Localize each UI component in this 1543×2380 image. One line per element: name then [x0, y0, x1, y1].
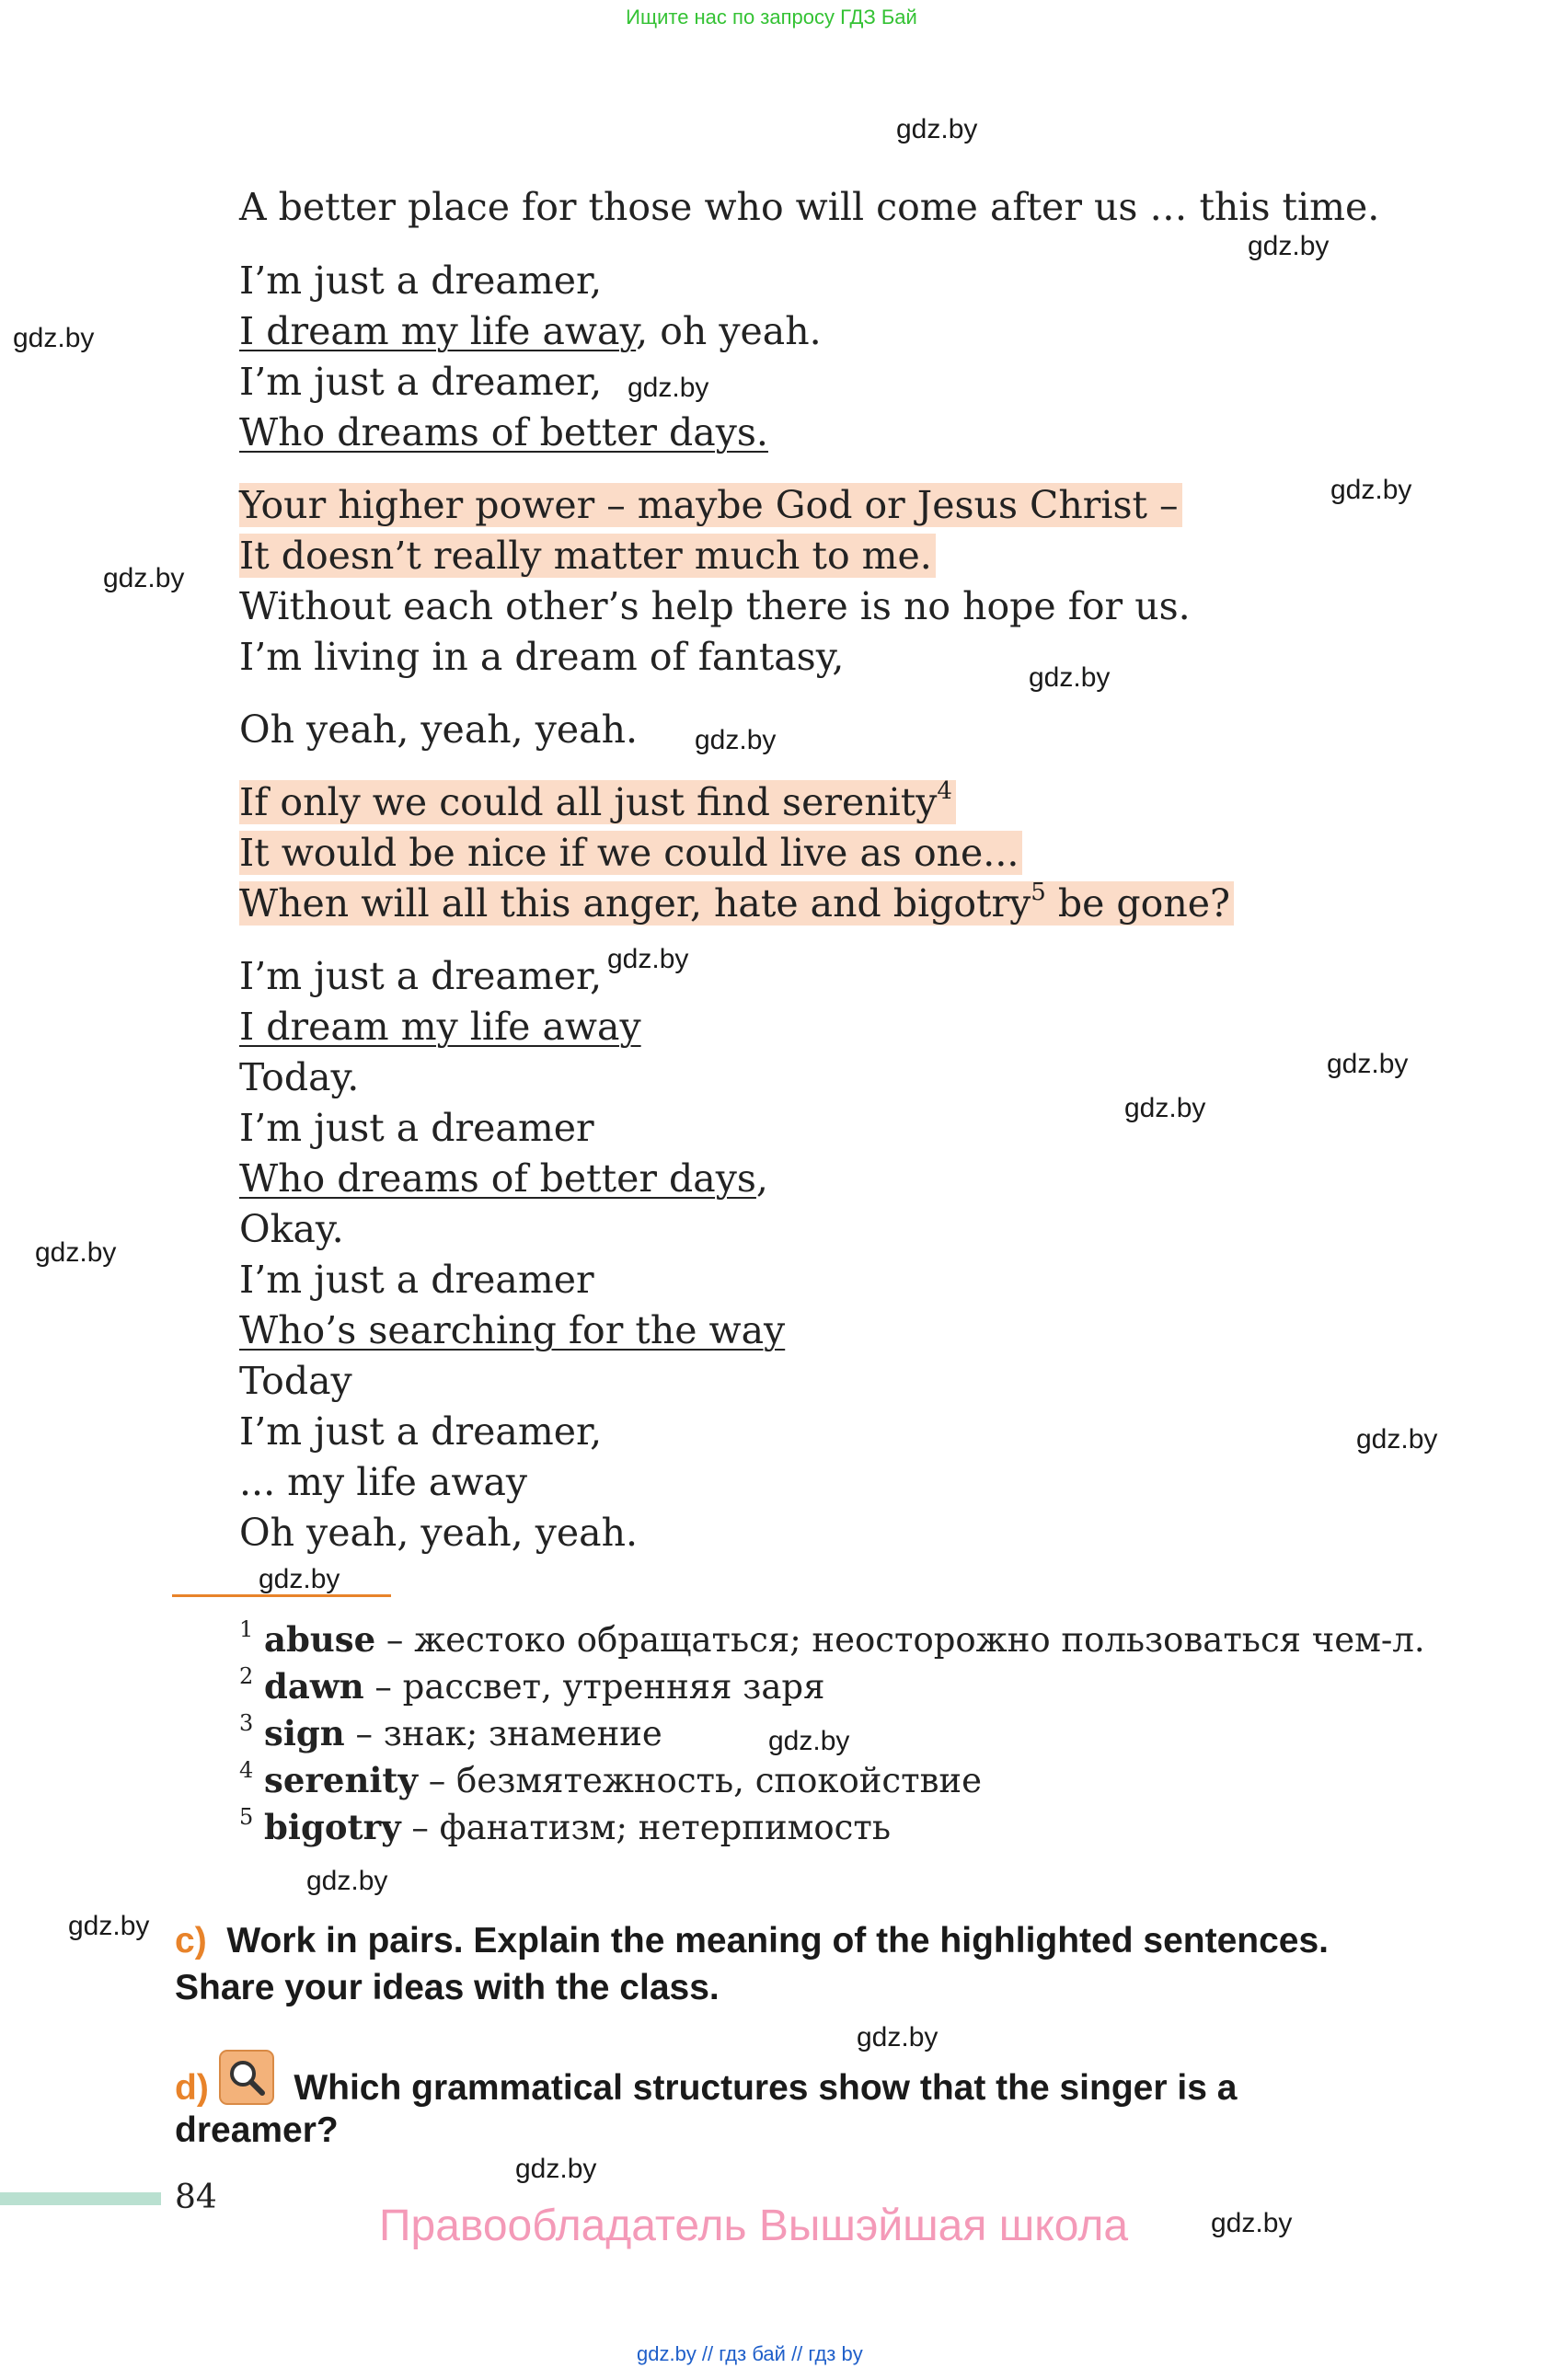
lyric-line: I’m just a dreamer, — [239, 954, 603, 998]
lyric-line: Okay. — [239, 1207, 344, 1251]
footnote: $^1$ abuse – жестоко обращаться; неосторожно пользоваться чем-л. — [239, 1616, 1425, 1660]
footnote-divider — [172, 1594, 391, 1597]
lyric-line — [239, 1305, 785, 1356]
lyric-line — [239, 1002, 641, 1052]
lyric-line: Today — [239, 1359, 352, 1403]
highlighted-line: When will all this anger, hate and bigotry$^5$ be gone? — [239, 879, 1234, 929]
lyric-line: Oh yeah, yeah, yeah. — [239, 707, 639, 752]
footnote: $^5$ bigotry – фанатизм; нетерпимость — [239, 1804, 892, 1847]
underlined-phrase: Who dreams of better days — [239, 1156, 756, 1201]
watermark: gdz.by — [896, 114, 978, 144]
watermark: gdz.by — [259, 1564, 340, 1594]
underlined-phrase: Who dreams of better days. — [239, 410, 768, 454]
watermark: gdz.by — [768, 1726, 850, 1756]
watermark: gdz.by — [1327, 1049, 1409, 1079]
highlighted-line: If only we could all just find serenity$^4$ — [239, 777, 956, 828]
watermark: gdz.by — [857, 2022, 938, 2052]
watermark: gdz.by — [1356, 1424, 1438, 1454]
lyric-line: I’m just a dreamer — [239, 1258, 594, 1302]
task-c-line2: Share your ideas with the class. — [175, 1968, 720, 2007]
watermark: gdz.by — [515, 2154, 597, 2184]
watermark: gdz.by — [13, 323, 95, 353]
task-d-line2: dreamer? — [175, 2110, 339, 2150]
footer-links: gdz.by // гдз бай // гдз by — [637, 2342, 863, 2365]
copyright: Правообладатель Вышэйшая школа — [379, 2202, 1129, 2250]
watermark: gdz.by — [103, 563, 185, 593]
lyric-line: ... my life away — [239, 1460, 528, 1504]
lyric-line: I’m just a dreamer, — [239, 1409, 603, 1454]
page-bar — [0, 2192, 161, 2205]
lyric-line: Oh yeah, yeah, yeah. — [239, 1511, 639, 1555]
underlined-phrase: Who’s searching for the way — [239, 1308, 786, 1352]
lyric-line — [239, 408, 768, 458]
watermark: gdz.by — [1211, 2208, 1293, 2238]
page-number: 84 — [175, 2179, 217, 2216]
watermark: gdz.by — [1124, 1093, 1206, 1123]
lyric-line: Without each other’s help there is no hope for us. — [239, 584, 1191, 628]
task-d: d) Which grammatical structures show that the singer is a — [175, 2050, 1237, 2111]
top-banner: Ищите нас по запросу ГДЗ Бай — [626, 6, 917, 29]
watermark: gdz.by — [1330, 475, 1412, 505]
highlighted-line: Your higher power – maybe God or Jesus Christ – — [239, 480, 1182, 531]
watermark: gdz.by — [306, 1866, 388, 1896]
lyric-line: A better place for those who will come after us … this time. — [239, 185, 1380, 229]
footnote: $^3$ sign – знак; знамение — [239, 1710, 662, 1753]
footnote: $^4$ serenity – безмятежность, спокойствие — [239, 1757, 982, 1800]
lyric-line: Today. — [239, 1055, 360, 1099]
lyric-line: I dream my life away, oh yeah. — [239, 309, 822, 353]
highlighted-line: It doesn’t really matter much to me. — [239, 531, 936, 581]
footnote-ref: 4 — [937, 777, 952, 805]
lyric-line: I’m living in a dream of fantasy, — [239, 635, 845, 679]
task-c: c) Work in pairs. Explain the meaning of the highlighted sentences. — [175, 1921, 1329, 1960]
watermark: gdz.by — [607, 944, 689, 974]
lyric-line: I’m just a dreamer, — [239, 259, 603, 303]
watermark: gdz.by — [628, 373, 709, 403]
lyric-line: I’m just a dreamer — [239, 1106, 594, 1150]
footnote-ref: 5 — [1031, 879, 1046, 906]
task-letter: d) — [175, 2068, 209, 2108]
lyric-line: Who dreams of better days, — [239, 1156, 768, 1201]
task-letter: c) — [175, 1921, 207, 1960]
underlined-phrase: I dream my life away — [239, 309, 637, 353]
watermark: gdz.by — [1248, 231, 1330, 261]
footnote: $^2$ dawn – рассвет, утренняя заря — [239, 1663, 825, 1707]
watermark: gdz.by — [1029, 662, 1111, 693]
watermark: gdz.by — [68, 1911, 150, 1941]
underlined-phrase: I dream my life away — [239, 1005, 641, 1049]
lyric-line: I’m just a dreamer, — [239, 360, 603, 404]
highlighted-line: It would be nice if we could live as one... — [239, 828, 1022, 879]
watermark: gdz.by — [35, 1237, 117, 1268]
magnifier-icon — [219, 2050, 274, 2105]
watermark: gdz.by — [695, 725, 777, 755]
